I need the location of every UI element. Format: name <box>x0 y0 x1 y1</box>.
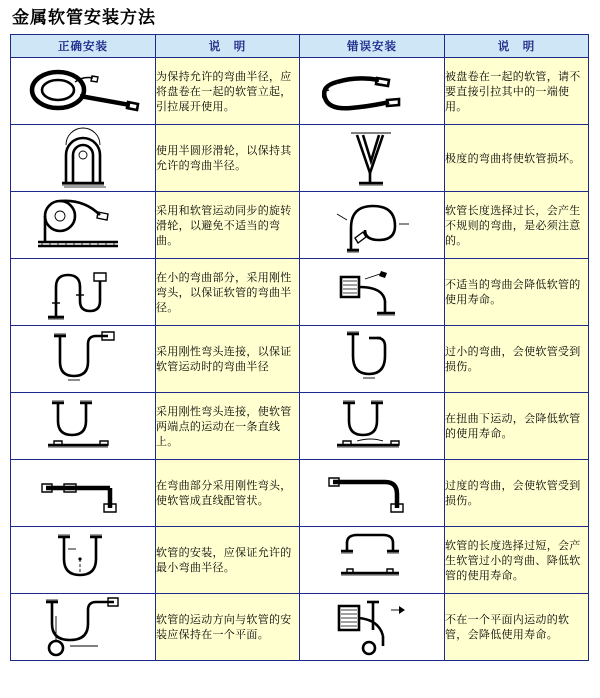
row-description: 软管长度选择过长，会产生不规则的弯曲，是必须注意的。 <box>445 192 589 259</box>
rigid-elbow-u-bend-icon <box>11 326 156 393</box>
improper-bend-icon <box>300 259 445 326</box>
row-description: 采用刚性弯头连接，以保证软管运动时的弯曲半径 <box>156 326 300 393</box>
row-description: 过小的弯曲，会使软管受到损伤。 <box>445 326 589 393</box>
row-description: 软管的运动方向与软管的安装应保持在一个平面。 <box>156 594 300 661</box>
row-description: 在弯曲部分采用刚性弯头，使软管成直线配管状。 <box>156 460 300 527</box>
same-plane-motion-icon <box>11 594 156 661</box>
header-wrong-install: 错误安装 <box>300 35 445 58</box>
table-row <box>11 393 589 460</box>
header-correct-desc: 说 明 <box>156 35 300 58</box>
row-description: 极度的弯曲将使软管损坏。 <box>445 125 589 192</box>
row-description: 不在一个平面内运动的软管，会降低使用寿命。 <box>445 594 589 661</box>
row-description: 为保持允许的弯曲半径，应将盘卷在一起的软管立起，引拉展开使用。 <box>156 58 300 125</box>
table-row <box>11 326 589 393</box>
straight-pipe-elbow-icon <box>11 460 156 527</box>
over-bend-icon <box>300 460 445 527</box>
table-header-row <box>11 35 589 58</box>
table-row <box>11 460 589 527</box>
rigid-elbow-small-bend-icon <box>11 259 156 326</box>
table-row <box>11 192 589 259</box>
table-row <box>11 527 589 594</box>
rigid-elbow-straight-line-icon <box>11 393 156 460</box>
table-row <box>11 594 589 661</box>
table-row <box>11 259 589 326</box>
row-description: 采用刚性弯头连接，使软管两端点的运动在一条直线上。 <box>156 393 300 460</box>
table-body <box>11 58 589 661</box>
row-description: 在扭曲下运动，会降低软管的使用寿命。 <box>445 393 589 460</box>
semicircular-sheave-icon <box>11 125 156 192</box>
row-description: 使用半圆形滑轮，以保持其允许的弯曲半径。 <box>156 125 300 192</box>
installation-methods-table <box>10 34 589 661</box>
minimum-bend-radius-icon <box>11 527 156 594</box>
header-wrong-desc: 说 明 <box>445 35 589 58</box>
header-correct-install: 正确安装 <box>11 35 156 58</box>
too-long-hose-icon <box>300 527 445 594</box>
coiled-hose-standing-icon <box>11 58 156 125</box>
out-of-plane-motion-icon <box>300 594 445 661</box>
row-description: 采用和软管运动同步的旋转滑轮，以避免不适当的弯曲。 <box>156 192 300 259</box>
table-header <box>11 35 589 58</box>
row-description: 不适当的弯曲会降低软管的使用寿命。 <box>445 259 589 326</box>
sharp-bend-sheave-icon <box>300 125 445 192</box>
too-small-bend-icon <box>300 326 445 393</box>
row-description: 在小的弯曲部分，采用刚性弯头，以保证软管的弯曲半径。 <box>156 259 300 326</box>
table-row <box>11 125 589 192</box>
rotating-sheave-chain-icon <box>11 192 156 259</box>
row-description: 软管的安装，应保证允许的最小弯曲半径。 <box>156 527 300 594</box>
twisting-bend-icon <box>300 393 445 460</box>
coiled-hose-pulled-icon <box>300 58 445 125</box>
page-title: 金属软管安装方法 <box>12 8 156 28</box>
row-description: 被盘卷在一起的软管，请不要直接引拉其中的一端使用。 <box>445 58 589 125</box>
row-description: 过度的弯曲，会使软管受到损伤。 <box>445 460 589 527</box>
excess-length-loop-icon <box>300 192 445 259</box>
row-description: 软管的长度选择过短，会产生软管过小的弯曲、降低软管的使用寿命。 <box>445 527 589 594</box>
table-row <box>11 58 589 125</box>
